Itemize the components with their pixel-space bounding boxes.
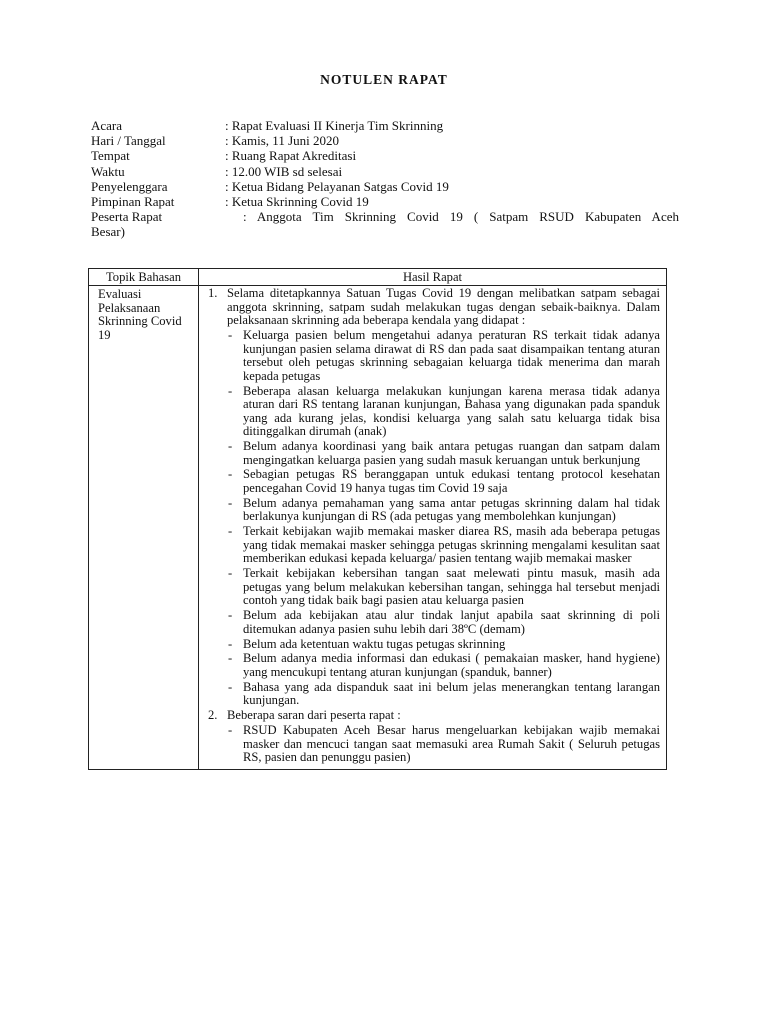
list-item-text: Belum adanya pemahaman yang sama antar petugas skrinning dalam hal tidak berlakunya kunjungan di RS (ada petugas yang membolehkan kunjungan) <box>243 495 660 524</box>
bullet-dash: - <box>228 327 233 342</box>
meta-label: Tempat <box>91 148 130 164</box>
list-item <box>199 652 660 679</box>
list-item-text: Terkait kebijakan wajib memakai masker diarea RS, masih ada beberapa petugas yang tidak memakai masker sehingga petugas skrinning mengalami kesulitan saat memberikan edukasi kepada keluarga/ pasien tentang wajib memakai masker <box>243 524 660 566</box>
list-item <box>199 681 660 708</box>
list-item <box>199 385 660 439</box>
bullet-dash: - <box>228 723 233 738</box>
list-item-text: Sebagian petugas RS beranggapan untuk edukasi tentang protocol kesehatan pencegahan Covid 19 hanya tugas tim Covid 19 saja <box>243 467 660 496</box>
list-item <box>199 525 660 566</box>
bullet-dash: - <box>228 524 233 539</box>
meta-value: : Ketua Bidang Pelayanan Satgas Covid 19 <box>225 178 449 194</box>
header-topik: Topik Bahasan <box>89 269 199 285</box>
meta-label: Acara <box>91 118 123 133</box>
list-item-text: RSUD Kabupaten Aceh Besar harus mengeluarkan kebijakan wajib memakai masker dan mencuci tangan saat memasuki area Rumah Sakit ( Seluruh petugas RS, pasien dan penunggu pasien) <box>243 723 660 765</box>
meta-label: Hari / Tanggal <box>91 133 166 149</box>
list-item-text: Bahasa yang ada dispanduk saat ini belum jelas menerangkan tentang larangan kunjungan. <box>243 679 660 708</box>
minutes-table <box>88 268 667 770</box>
bullet-dash: - <box>228 383 233 398</box>
result-cell <box>199 286 666 769</box>
header-hasil: Hasil Rapat <box>402 270 463 284</box>
list-item <box>199 638 660 652</box>
bullet-dash: - <box>228 636 233 651</box>
list-item <box>199 329 660 383</box>
bullet-dash: - <box>228 651 233 666</box>
list-item <box>199 468 660 495</box>
meta-value: : Ruang Rapat Akreditasi <box>225 148 357 164</box>
meta-row-acara <box>91 118 679 133</box>
numbered-item <box>199 709 660 723</box>
list-item-text: Belum ada ketentuan waktu tugas petugas skrinning <box>243 636 506 651</box>
list-item <box>199 567 660 608</box>
bullet-dash: - <box>228 679 233 694</box>
meta-row-waktu <box>91 164 679 179</box>
meta-label: Penyelenggara <box>91 178 168 194</box>
list-item-text: Belum adanya media informasi dan edukasi ( pemakaian masker, hand hygiene) yang mencukupi tentang aturan kunjungan (spanduk, banner) <box>243 651 660 679</box>
list-item-text: Belum adanya koordinasi yang baik antara petugas ruangan dan satpam dalam mengingatkan keluarga pasien yang sudah masuk keruangan untuk berkunjung <box>243 439 660 467</box>
list-item <box>199 497 660 524</box>
meta-value: : Anggota Tim Skrinning Covid 19 ( Satpam RSUD Kabupaten Aceh <box>243 209 679 225</box>
list-item-text: Keluarga pasien belum mengetahui adanya peraturan RS terkait tidak adanya kunjungan pasien selama dirawat di RS dan pada saat disampaikan tentang aturan tersebut oleh petugas skrinning sebagaian keluarga tidak menerima dan marah kepada petugas <box>243 327 660 383</box>
table-row <box>89 286 666 769</box>
meta-row-penyelenggara <box>91 179 679 194</box>
bullet-dash: - <box>228 495 233 510</box>
meta-value: : 12.00 WIB sd selesai <box>225 163 343 179</box>
meta-row-pimpinan <box>91 194 679 209</box>
meta-row-hari-tanggal <box>91 133 679 148</box>
meta-value-continuation: Besar) <box>91 224 125 240</box>
meta-row-peserta <box>91 209 679 241</box>
item-number: 2. <box>208 708 218 723</box>
meta-label: Pimpinan Rapat <box>91 193 175 209</box>
list-item-text: Beberapa alasan keluarga melakukan kunjungan karena merasa tidak adanya aturan dari RS tentang laranan kunjungan, Bahasa yang digunakan pada spanduk yang ada kurang jelas, kondisi keluarga yang salah satu keluarga tidak bisa ditinggalkan dirumah (anak) <box>243 383 660 439</box>
bullet-dash: - <box>228 467 233 482</box>
bullet-dash: - <box>228 566 233 581</box>
meeting-info <box>91 118 679 241</box>
list-item <box>199 609 660 636</box>
item-text: Beberapa saran dari peserta rapat : <box>227 708 401 723</box>
meta-row-tempat <box>91 148 679 163</box>
topic-cell: Evaluasi Pelaksanaan Skrinning Covid 19 <box>89 286 199 769</box>
bullet-dash: - <box>228 439 233 454</box>
list-item-text: Belum ada kebijakan atau alur tindak lanjut apabila saat skrinning di poli ditemukan adanya pasien suhu lebih dari 38ºC (demam) <box>243 608 660 636</box>
list-item <box>199 724 660 765</box>
meta-label: Peserta Rapat <box>91 209 163 225</box>
item-text: Selama ditetapkannya Satuan Tugas Covid 19 dengan melibatkan satpam sebagai anggota skrinning, satpam sudah melakukan tugas dengan sebaik-baiknya. Dalam pelaksanaan skrinning ada beberapa kendala yang didapat : <box>227 286 660 328</box>
item-number: 1. <box>208 286 218 300</box>
numbered-item <box>199 287 660 328</box>
table-header <box>89 269 666 286</box>
bullet-dash: - <box>228 608 233 623</box>
meta-value: : Kamis, 11 Juni 2020 <box>225 133 339 149</box>
meta-value: : Rapat Evaluasi II Kinerja Tim Skrinning <box>225 118 444 133</box>
meta-label: Waktu <box>91 163 125 179</box>
meta-value: : Ketua Skrinning Covid 19 <box>225 193 369 209</box>
page-title: NOTULEN RAPAT <box>320 72 448 87</box>
list-item-text: Terkait kebijakan kebersihan tangan saat melewati pintu masuk, masih ada petugas yang belum melakukan kebersihan tangan, sehingga hal tersebut menjadi contoh yang tidak baik bagi pasien atau keluarga pasien <box>243 566 660 608</box>
list-item <box>199 440 660 467</box>
